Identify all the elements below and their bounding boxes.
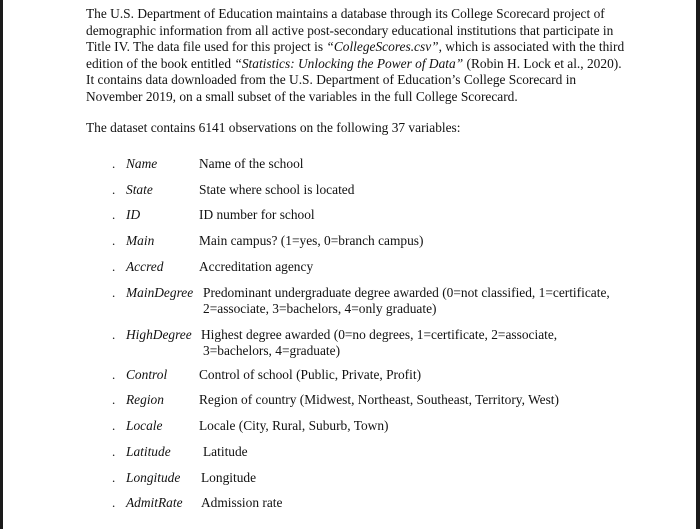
variable-name: MainDegree bbox=[126, 285, 194, 300]
intro-text-2: , which is associated with the third edition of the book entitled bbox=[86, 39, 625, 71]
variable-description: Latitude bbox=[203, 444, 248, 459]
bullet-marker: . bbox=[112, 470, 116, 485]
right-frame-edge bbox=[696, 0, 700, 529]
bullet-marker: . bbox=[112, 327, 116, 342]
variable-description: Highest degree awarded (0=no degrees, 1=certificate, 2=associate, bbox=[201, 327, 558, 342]
variable-description: Locale (City, Rural, Suburb, Town) bbox=[199, 418, 389, 433]
variable-description-continued: 2=associate, 3=bachelors, 4=only graduate) bbox=[203, 301, 437, 316]
variable-name: Region bbox=[126, 392, 164, 407]
variable-description: Predominant undergraduate degree awarded (0=not classified, 1=certificate, bbox=[203, 285, 610, 300]
variable-name: Locale bbox=[126, 418, 163, 433]
intro-paragraph bbox=[86, 6, 626, 106]
variable-description: ID number for school bbox=[199, 207, 315, 222]
variable-description: State where school is located bbox=[199, 182, 355, 197]
variable-description: Region of country (Midwest, Northeast, Southeast, Territory, West) bbox=[199, 392, 559, 407]
variable-description-continued: 3=bachelors, 4=graduate) bbox=[203, 343, 341, 358]
bullet-marker: . bbox=[112, 156, 116, 171]
document-content bbox=[86, 6, 626, 136]
variable-name: Control bbox=[126, 367, 168, 382]
variable-description: Name of the school bbox=[199, 156, 304, 171]
variable-name: Latitude bbox=[126, 444, 171, 459]
variable-name: ID bbox=[126, 207, 141, 222]
bullet-marker: . bbox=[112, 182, 116, 197]
dataset-summary: The dataset contains 6141 observations on the following 37 variables: bbox=[86, 119, 461, 135]
bullet-marker: . bbox=[112, 418, 116, 433]
bullet-marker: . bbox=[112, 233, 116, 248]
variable-description: Longitude bbox=[201, 470, 257, 485]
variable-description: Control of school (Public, Private, Profit) bbox=[199, 367, 422, 382]
variable-description: Admission rate bbox=[201, 495, 283, 510]
variable-name: HighDegree bbox=[126, 327, 192, 342]
variable-name: Accred bbox=[126, 259, 164, 274]
bullet-marker: . bbox=[112, 285, 116, 300]
bullet-marker: . bbox=[112, 495, 116, 510]
bullet-marker: . bbox=[112, 259, 116, 274]
left-frame-edge bbox=[0, 0, 3, 529]
intro-text-1: The U.S. Department of Education maintains a database through its College Scorecard project of demographic information from all active post-secondary educational institutions that participate in Title IV. The data file used for this project is bbox=[86, 6, 614, 55]
variable-description: Main campus? (1=yes, 0=branch campus) bbox=[199, 233, 424, 248]
variable-name: Longitude bbox=[126, 470, 181, 485]
bullet-marker: . bbox=[112, 444, 116, 459]
bullet-marker: . bbox=[112, 392, 116, 407]
file-name: “CollegeScores.csv” bbox=[326, 39, 439, 55]
bullet-marker: . bbox=[112, 207, 116, 222]
variable-name: State bbox=[126, 182, 153, 197]
bullet-marker: . bbox=[112, 367, 116, 382]
intro-text-3: (Robin H. Lock et al., 2020). It contains data downloaded from the U.S. Department of Education’s College Scorecard in November 2019, on a small subset of the variables in the full College Scorecard. bbox=[86, 55, 622, 104]
variable-name: Main bbox=[126, 233, 155, 248]
variable-name: Name bbox=[126, 156, 158, 171]
variable-name: AdmitRate bbox=[126, 495, 183, 510]
variable-description: Accreditation agency bbox=[199, 259, 314, 274]
book-title: “Statistics: Unlocking the Power of Data” bbox=[234, 55, 464, 71]
